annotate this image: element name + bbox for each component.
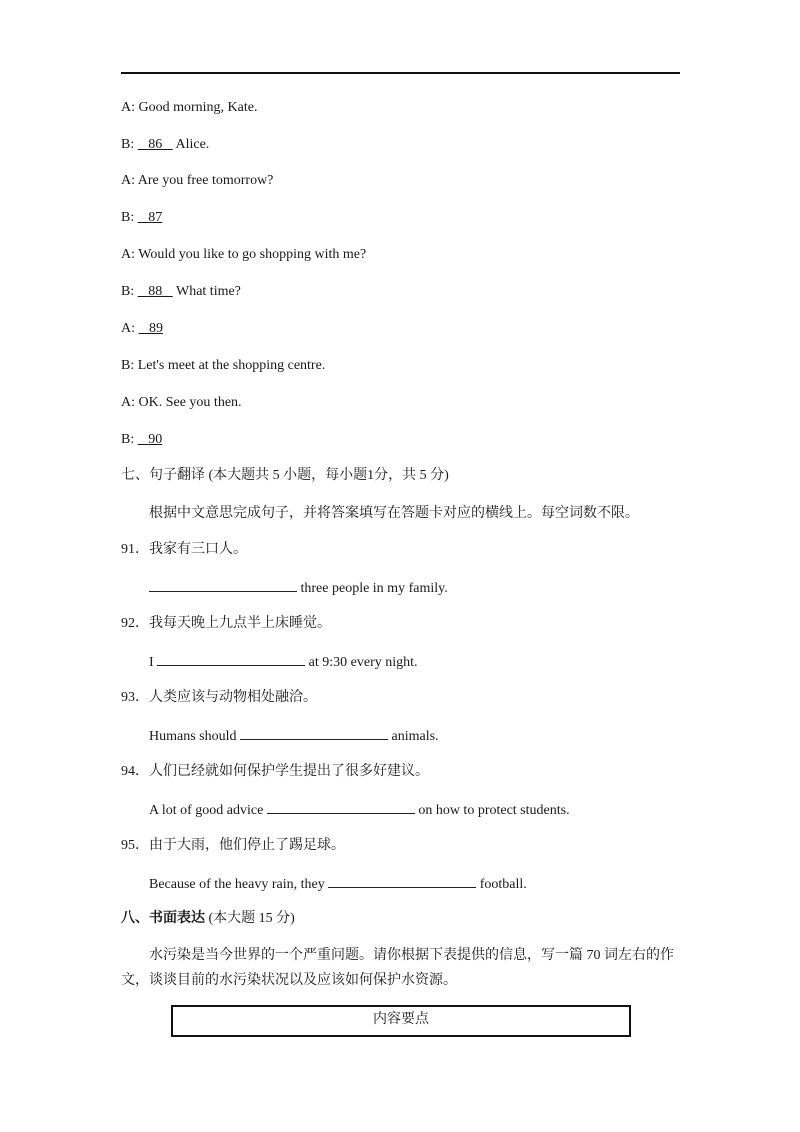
blank-88: 88 xyxy=(148,284,163,299)
dialogue-line: A: Are you free tomorrow? xyxy=(121,173,274,188)
question-93: 93．人类应该与动物相处融洽。 xyxy=(121,690,317,705)
content-points-table xyxy=(171,1005,631,1037)
question-95: 95．由于大雨，他们停止了踢足球。 xyxy=(121,838,345,853)
answer-line-93: Humans should animals. xyxy=(149,726,439,746)
dialogue-line: B: 87 xyxy=(121,210,163,225)
answer-line-92: I at 9:30 every night. xyxy=(149,652,418,672)
section7-instruction: 根据中文意思完成句子，并将答案填写在答题卡对应的横线上。每空词数不限。 xyxy=(149,506,639,521)
dialogue-line: B: 90 xyxy=(121,432,163,447)
section8-heading: 八、书面表达 (本大题 15 分) xyxy=(121,911,295,926)
dialogue-line: A: Good morning, Kate. xyxy=(121,100,258,115)
table-header: 内容要点 xyxy=(373,1012,429,1027)
dialogue-line: B: Let's meet at the shopping centre. xyxy=(121,358,326,373)
answer-line-94: A lot of good advice on how to protect students. xyxy=(149,800,570,820)
dialogue-line: A: 89 xyxy=(121,321,163,336)
blank-86: 86 xyxy=(148,137,163,152)
dialogue-line: A: Would you like to go shopping with me? xyxy=(121,247,367,262)
answer-line-95: Because of the heavy rain, they football. xyxy=(149,874,527,894)
blank-89: 89 xyxy=(149,321,163,336)
question-91: 91．我家有三口人。 xyxy=(121,542,247,557)
answer-blank-92[interactable] xyxy=(157,652,305,666)
dialogue-line: B: 86 Alice. xyxy=(121,137,210,152)
question-92: 92．我每天晚上九点半上床睡觉。 xyxy=(121,616,331,631)
answer-line-91: three people in my family. xyxy=(149,578,448,598)
question-94: 94．人们已经就如何保护学生提出了很多好建议。 xyxy=(121,764,429,779)
dialogue-line: B: 88 What time? xyxy=(121,284,241,299)
blank-90: 90 xyxy=(148,432,163,447)
answer-blank-93[interactable] xyxy=(240,726,388,740)
blank-87: 87 xyxy=(148,210,163,225)
answer-blank-95[interactable] xyxy=(328,874,476,888)
section8-prompt: 水污染是当今世界的一个严重问题。请你根据下表提供的信息，写一篇 70 词左右的作文，谈谈目前的水污染状况以及应该如何保护水资源。 xyxy=(121,948,674,988)
dialogue-line: A: OK. See you then. xyxy=(121,395,242,410)
answer-blank-94[interactable] xyxy=(267,800,415,814)
section7-heading: 七、句子翻译 (本大题共 5 小题，每小题1分，共 5 分) xyxy=(121,468,449,483)
top-rule xyxy=(121,72,680,74)
answer-blank-91[interactable] xyxy=(149,578,297,592)
